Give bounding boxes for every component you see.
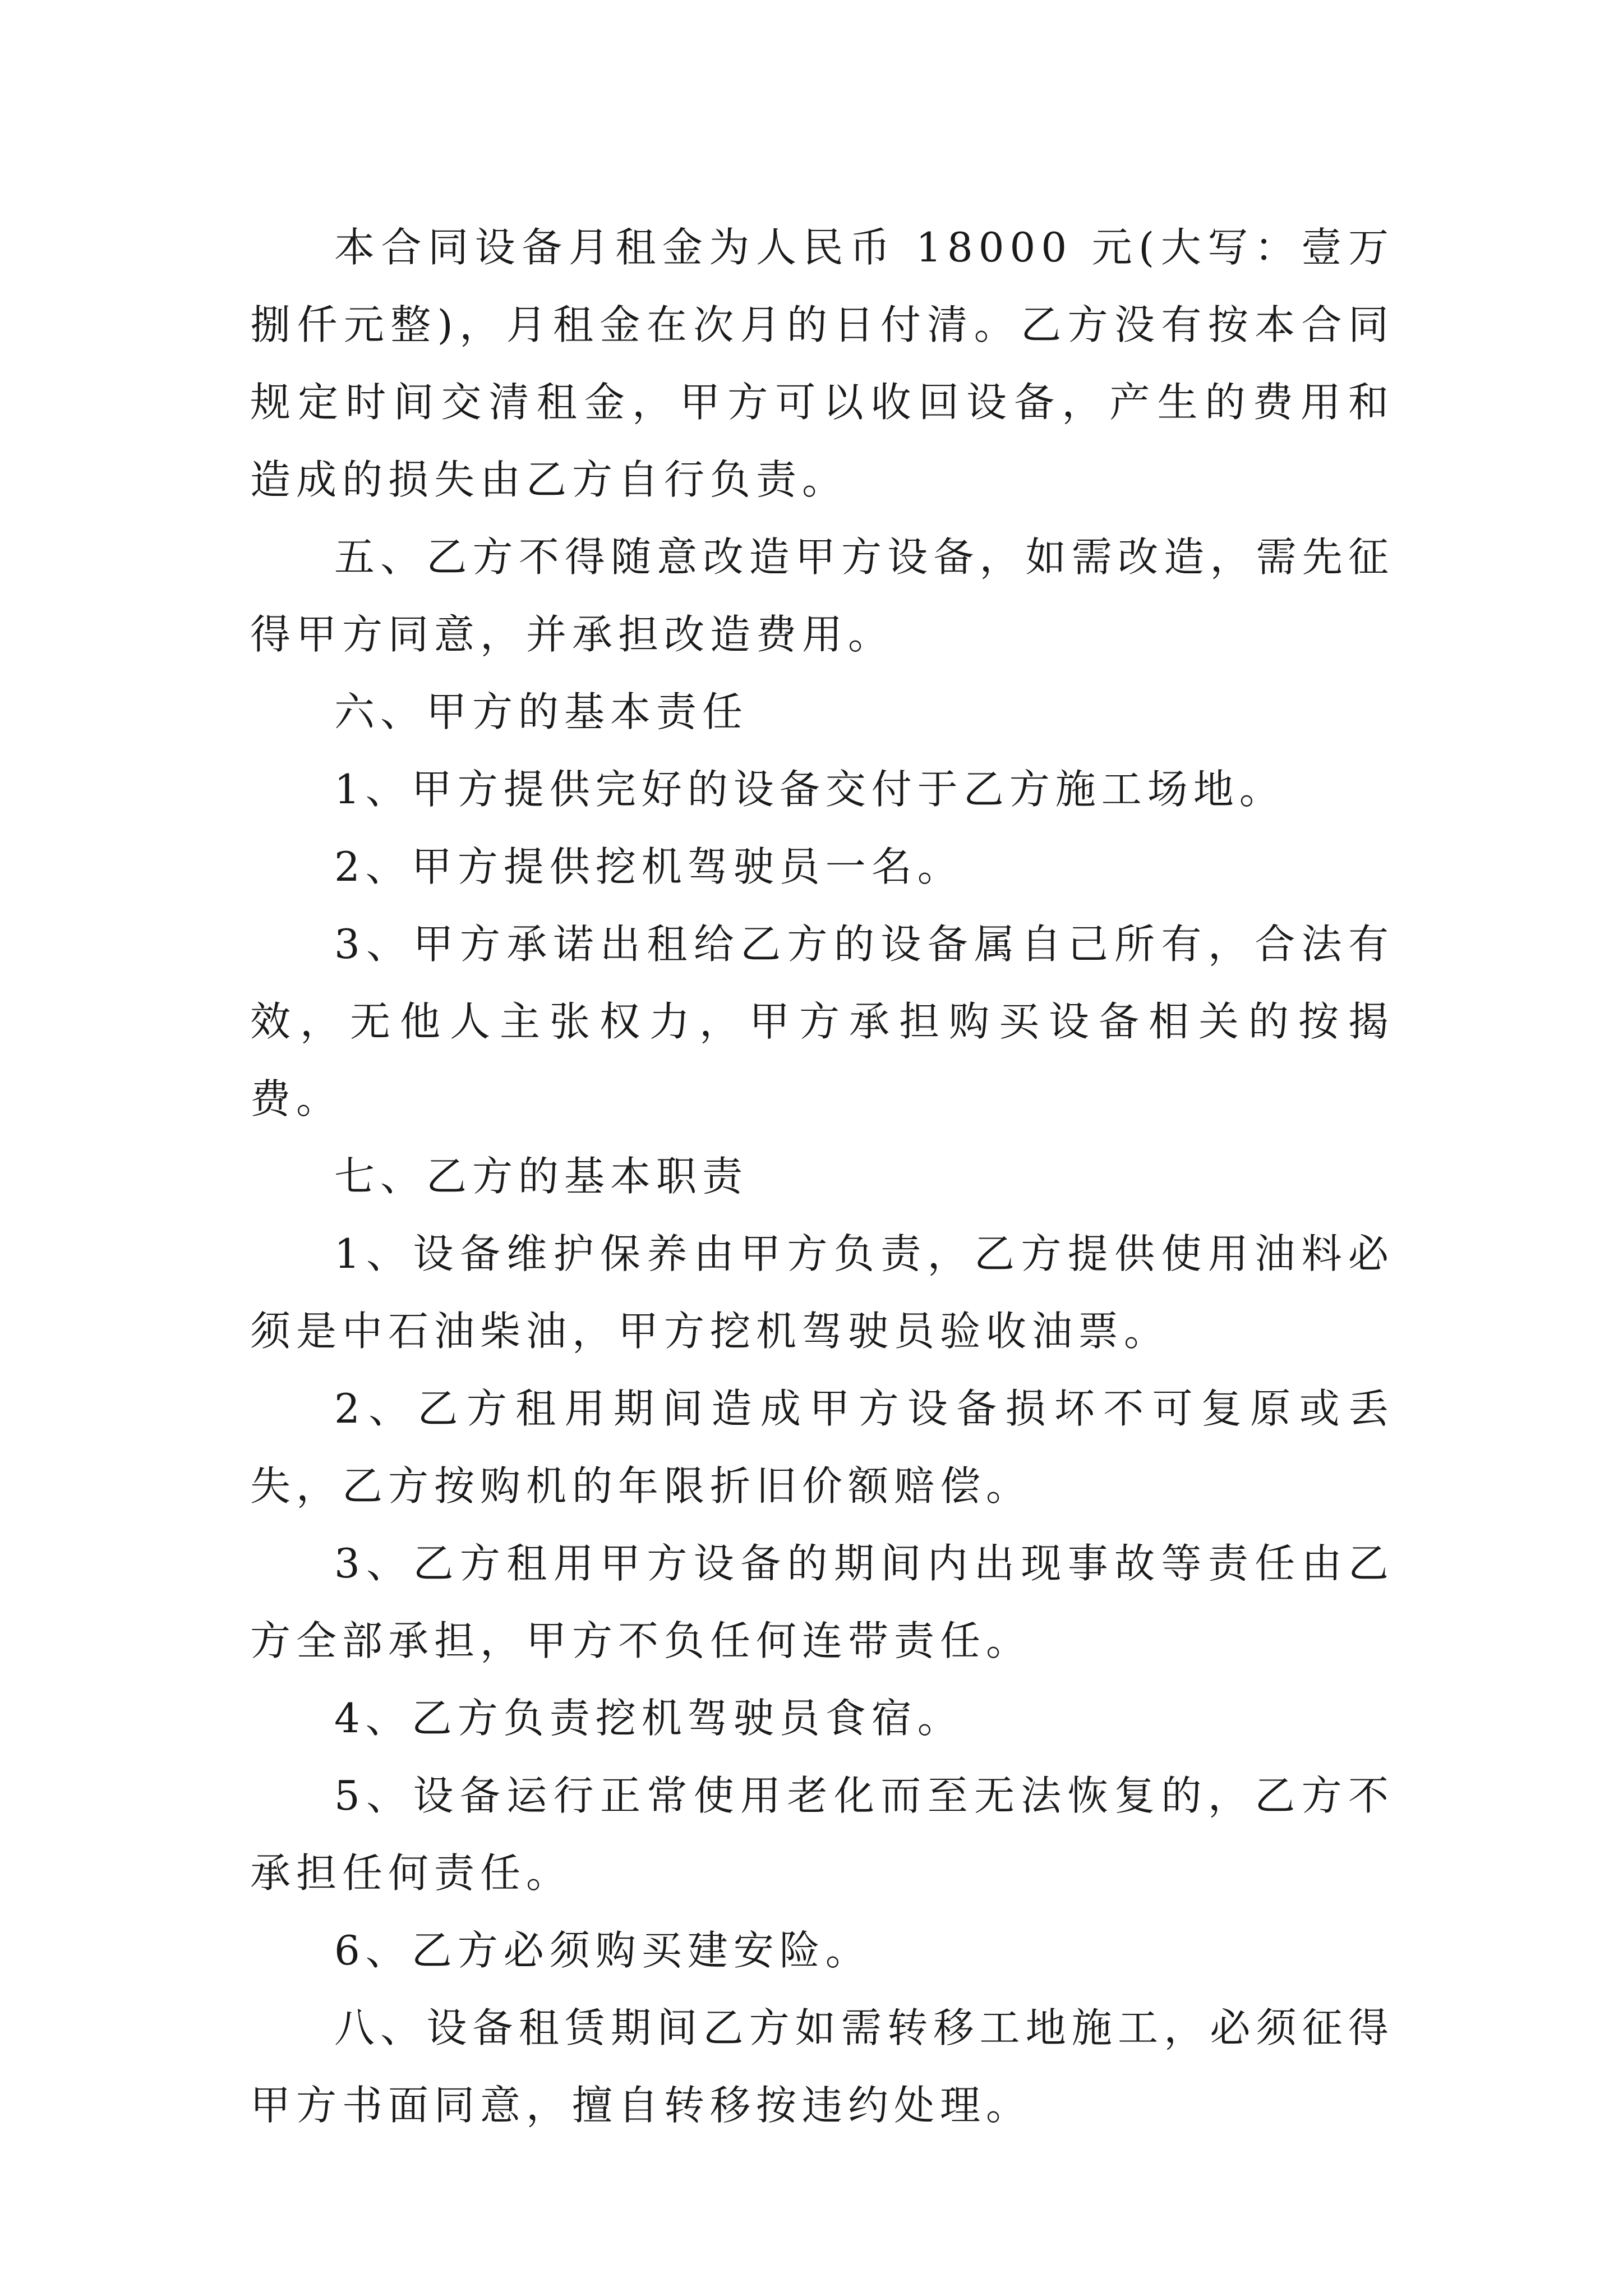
document-body	[250, 209, 1394, 2144]
paragraph-clause-7-item-1: 1、设备维护保养由甲方负责，乙方提供使用油料必须是中石油柴油，甲方挖机驾驶员验收油票。	[250, 1230, 1394, 1355]
paragraph-clause-7-item-3: 3、乙方租用甲方设备的期间内出现事故等责任由乙方全部承担，甲方不负任何连带责任。	[250, 1540, 1394, 1664]
paragraph-clause-8: 八、设备租赁期间乙方如需转移工地施工，必须征得甲方书面同意，擅自转移按违约处理。	[250, 2004, 1394, 2129]
paragraph-clause-7-item-4: 4、乙方负责挖机驾驶员食宿。	[334, 1695, 963, 1742]
paragraph-rent-terms: 本合同设备月租金为人民币 18000 元(大写：壹万捌仟元整)，月租金在次月的日付清。乙方没有按本合同规定时间交清租金，甲方可以收回设备，产生的费用和造成的损失由乙方自行负责。	[250, 224, 1394, 503]
paragraph-clause-6-item-1: 1、甲方提供完好的设备交付于乙方施工场地。	[334, 766, 1285, 813]
paragraph-clause-7-heading: 七、乙方的基本职责	[334, 1153, 749, 1200]
paragraph-clause-5: 五、乙方不得随意改造甲方设备，如需改造，需先征得甲方同意，并承担改造费用。	[250, 533, 1394, 658]
paragraph-clause-7-item-2: 2、乙方租用期间造成甲方设备损坏不可复原或丢失，乙方按购机的年限折旧价额赔偿。	[250, 1385, 1394, 1510]
paragraph-clause-6-heading: 六、甲方的基本责任	[334, 688, 749, 735]
paragraph-clause-6-item-3: 3、甲方承诺出租给乙方的设备属自己所有，合法有效，无他人主张权力，甲方承担购买设备相关的按揭费。	[250, 921, 1394, 1122]
paragraph-clause-7-item-5: 5、设备运行正常使用老化而至无法恢复的，乙方不承担任何责任。	[250, 1772, 1394, 1897]
paragraph-clause-7-item-6: 6、乙方必须购买建安险。	[334, 1927, 872, 1974]
paragraph-clause-6-item-2: 2、甲方提供挖机驾驶员一名。	[334, 843, 963, 890]
